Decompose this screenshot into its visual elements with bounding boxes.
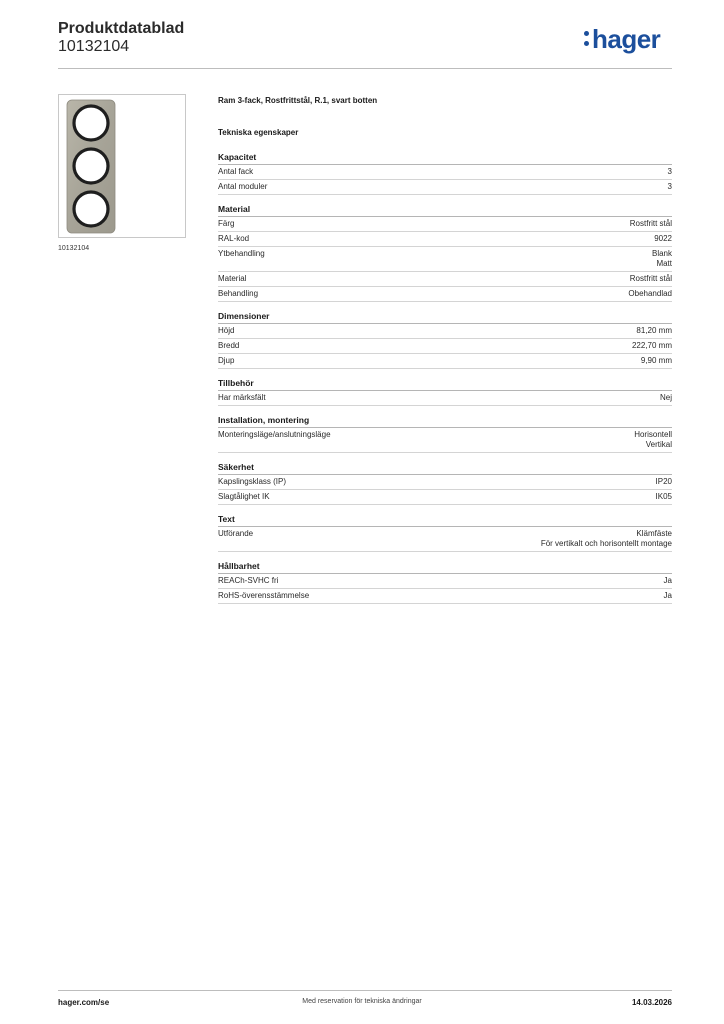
spec-section <box>218 378 672 406</box>
spec-label: Slagtålighet IK <box>218 492 270 501</box>
spec-value-line: IK05 <box>655 492 672 501</box>
spec-value-line: 222,70 mm <box>631 341 672 350</box>
spec-value-line: Nej <box>659 393 672 402</box>
spec-label: Material <box>218 274 247 283</box>
spec-row <box>218 354 672 369</box>
spec-label: Ytbehandling <box>218 249 265 258</box>
spec-row <box>218 490 672 505</box>
spec-value-line: IP20 <box>655 477 672 486</box>
spec-value <box>630 274 672 284</box>
spec-value <box>664 576 672 586</box>
spec-section <box>218 561 672 604</box>
section-title: Text <box>218 514 672 527</box>
product-code: 10132104 <box>58 38 130 55</box>
spec-value-line: Klämfäste <box>636 529 672 538</box>
spec-label: Behandling <box>218 289 259 298</box>
spec-value <box>636 326 672 336</box>
spec-value <box>654 234 672 244</box>
spec-value-line: Rostfritt stål <box>629 274 672 283</box>
spec-row <box>218 428 672 453</box>
spec-value-line: 3 <box>667 167 672 176</box>
spec-content <box>218 96 672 613</box>
hager-logo: hager <box>592 24 661 54</box>
spec-value <box>656 492 672 502</box>
spec-value-line: Horisontell <box>634 430 672 439</box>
page-title: Produktdatablad <box>58 20 185 37</box>
spec-label: RAL-kod <box>218 234 250 243</box>
spec-value-line: Ja <box>663 591 672 600</box>
spec-value-line: För vertikalt och horisontellt montage <box>540 539 672 548</box>
spec-value <box>632 341 672 351</box>
spec-row <box>218 247 672 272</box>
product-image <box>58 94 186 238</box>
header-divider <box>58 68 672 69</box>
spec-value <box>630 219 672 229</box>
section-title: Kapacitet <box>218 152 672 165</box>
spec-label: REACh-SVHC fri <box>218 576 279 585</box>
spec-row <box>218 165 672 180</box>
spec-label: Monteringsläge/anslutningsläge <box>218 430 331 439</box>
spec-row <box>218 232 672 247</box>
section-title: Dimensioner <box>218 311 672 324</box>
spec-label: Kapslingsklass (IP) <box>218 477 287 486</box>
section-title: Installation, montering <box>218 415 672 428</box>
footer-date: 14.03.2026 <box>631 998 672 1007</box>
section-title: Hållbarhet <box>218 561 672 574</box>
image-caption: 10132104 <box>58 245 90 252</box>
spec-row <box>218 272 672 287</box>
spec-value-line: 9022 <box>654 234 672 243</box>
spec-row <box>218 589 672 604</box>
three-gang-frame-icon <box>59 95 185 237</box>
spec-row <box>218 475 672 490</box>
spec-value-line: Matt <box>656 259 672 268</box>
spec-section <box>218 311 672 369</box>
spec-value <box>660 393 672 403</box>
spec-section <box>218 204 672 302</box>
spec-value <box>634 430 672 450</box>
spec-section <box>218 462 672 505</box>
spec-value-line: Rostfritt stål <box>629 219 672 228</box>
spec-section <box>218 152 672 195</box>
spec-label: Utförande <box>218 529 254 538</box>
spec-row <box>218 527 672 552</box>
spec-label: RoHS-överensstämmelse <box>218 591 310 600</box>
spec-value-line: 81,20 mm <box>636 326 672 335</box>
spec-row <box>218 574 672 589</box>
spec-label: Har märksfält <box>218 393 266 402</box>
spec-row <box>218 180 672 195</box>
spec-label: Djup <box>218 356 235 365</box>
spec-section <box>218 415 672 453</box>
spec-value-line: Blank <box>651 249 672 258</box>
spec-row <box>218 217 672 232</box>
spec-label: Höjd <box>218 326 235 335</box>
spec-sections <box>218 152 672 604</box>
product-name: Ram 3-fack, Rostfrittstål, R.1, svart botten <box>218 96 378 105</box>
spec-value <box>652 249 672 269</box>
section-title: Material <box>218 204 672 217</box>
spec-value-line: Obehandlad <box>628 289 672 298</box>
spec-row <box>218 324 672 339</box>
spec-value <box>541 529 672 549</box>
footer-disclaimer: Med reservation för tekniska ändringar <box>302 998 422 1005</box>
logo-dots-icon <box>584 31 590 47</box>
spec-value-line: 9,90 mm <box>640 356 672 365</box>
spec-label: Färg <box>218 219 235 228</box>
section-title: Säkerhet <box>218 462 672 475</box>
spec-value <box>628 289 672 299</box>
spec-row <box>218 391 672 406</box>
spec-value <box>668 182 672 192</box>
spec-value-line: 3 <box>667 182 672 191</box>
spec-value-line: Ja <box>663 576 672 585</box>
spec-row <box>218 287 672 302</box>
footer-divider <box>58 990 672 991</box>
tech-heading: Tekniska egenskaper <box>218 128 299 137</box>
footer-website[interactable]: hager.com/se <box>58 998 110 1007</box>
spec-value <box>668 167 672 177</box>
spec-value <box>664 591 672 601</box>
spec-value-line: Vertikal <box>645 440 672 449</box>
spec-value <box>656 477 672 487</box>
spec-row <box>218 339 672 354</box>
spec-value <box>641 356 672 366</box>
spec-label: Antal moduler <box>218 182 268 191</box>
spec-label: Bredd <box>218 341 240 350</box>
spec-section <box>218 514 672 552</box>
spec-label: Antal fack <box>218 167 254 176</box>
section-title: Tillbehör <box>218 378 672 391</box>
